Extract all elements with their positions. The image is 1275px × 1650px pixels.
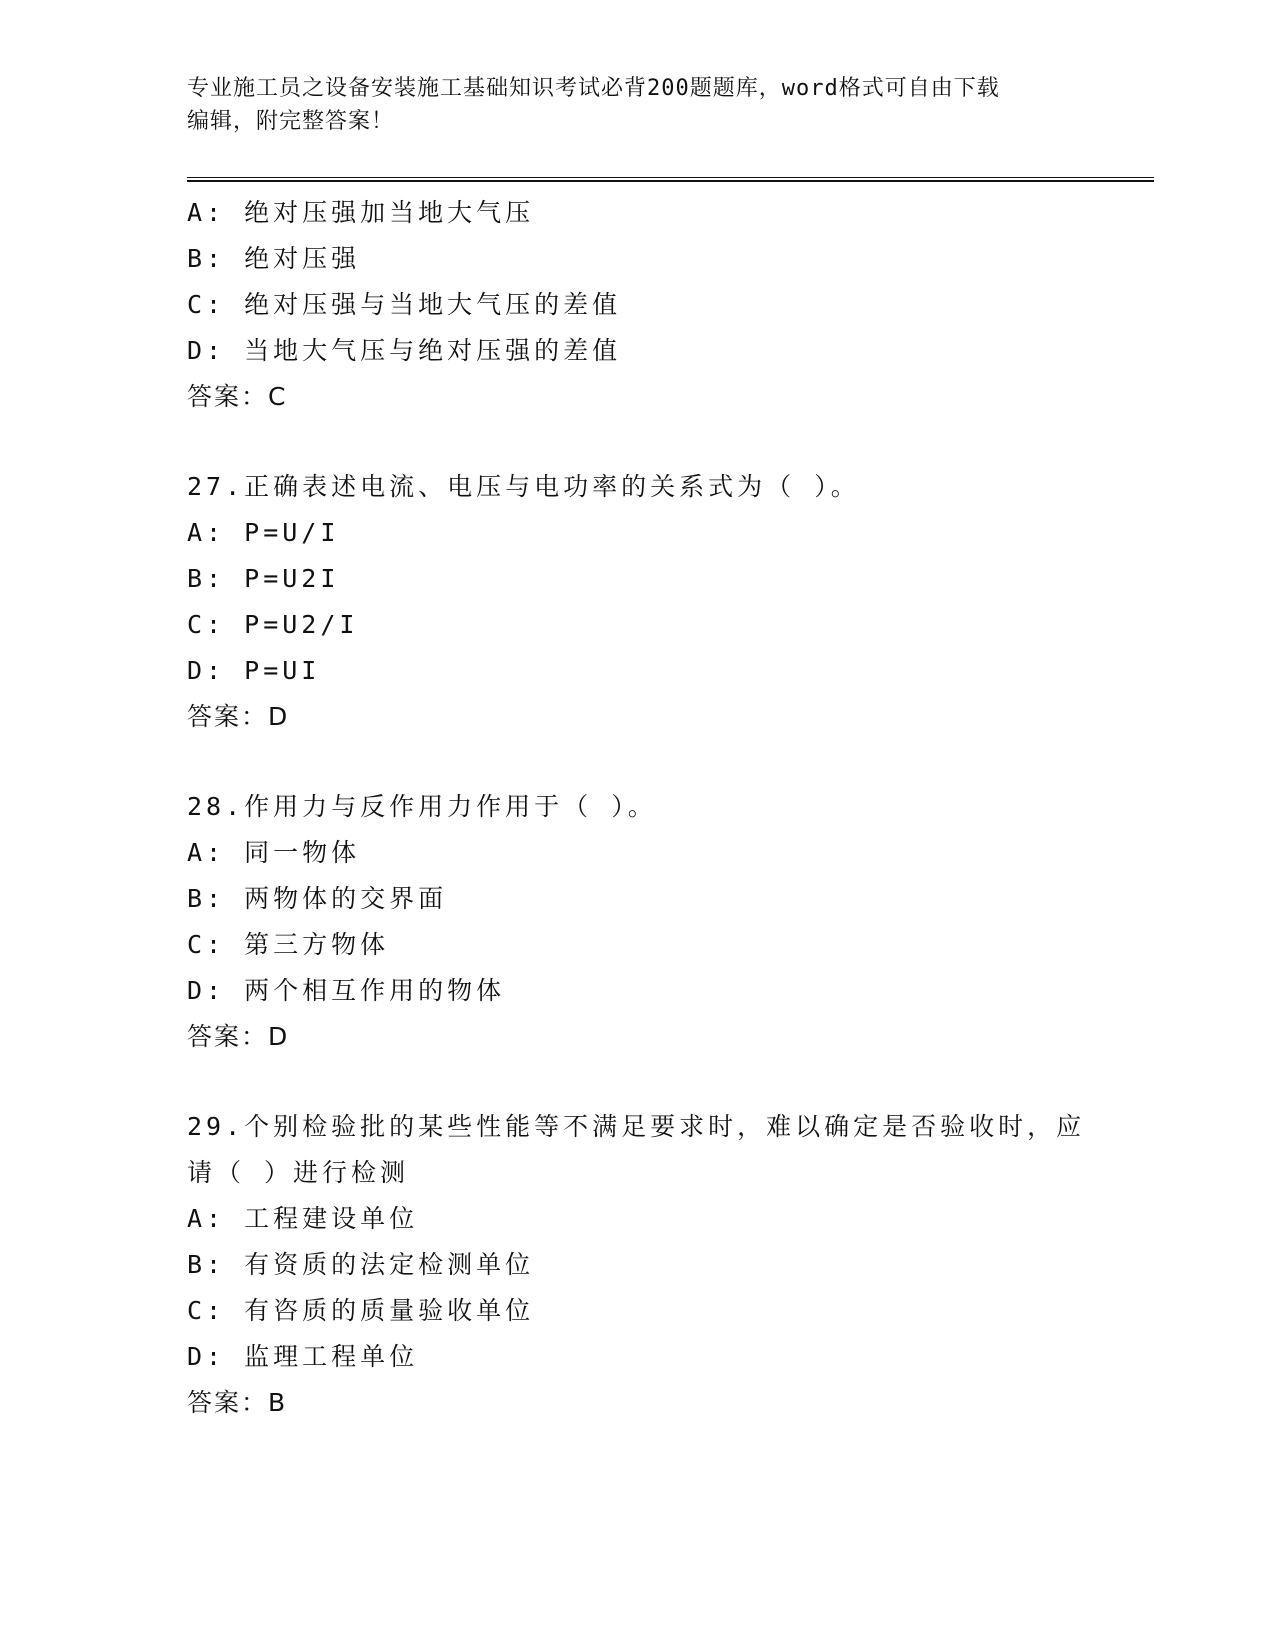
option-d: D: P=UI: [187, 656, 321, 685]
question-text: 28.作用力与反作用力作用于（ ）。: [187, 792, 657, 821]
option-b: B: P=U2I: [187, 564, 340, 593]
question-block-27: [187, 464, 1087, 740]
question-text: 29.个别检验批的某些性能等不满足要求时，难以确定是否验收时，应请（ ）进行检测: [187, 1112, 1086, 1187]
header-divider: [187, 177, 1154, 182]
option-a: A: 工程建设单位: [187, 1204, 419, 1233]
answer-line: 答案：B: [187, 1388, 288, 1417]
option-a: A: 同一物体: [187, 838, 361, 867]
header-line-2: 编辑，附完整答案！: [187, 109, 395, 134]
option-b: B: 有资质的法定检测单位: [187, 1250, 535, 1279]
question-text: 27.正确表述电流、电压与电功率的关系式为（ ）。: [187, 472, 860, 501]
option-c: C: 绝对压强与当地大气压的差值: [187, 290, 622, 319]
option-c: C: 第三方物体: [187, 930, 390, 959]
option-b: B: 两物体的交界面: [187, 884, 448, 913]
option-d: D: 当地大气压与绝对压强的差值: [187, 336, 622, 365]
option-d: D: 监理工程单位: [187, 1342, 419, 1371]
option-a: A: 绝对压强加当地大气压: [187, 198, 535, 227]
answer-line: 答案：D: [187, 702, 290, 731]
question-block-26: [187, 190, 1087, 420]
option-c: C: 有咨质的质量验收单位: [187, 1296, 535, 1325]
document-header: [187, 72, 1067, 138]
header-line-1: 专业施工员之设备安装施工基础知识考试必背200题题库，word格式可自由下载: [187, 76, 1000, 101]
answer-line: 答案：C: [187, 382, 288, 411]
answer-line: 答案：D: [187, 1022, 290, 1051]
question-block-29: [187, 1104, 1087, 1426]
option-c: C: P=U2/I: [187, 610, 359, 639]
option-d: D: 两个相互作用的物体: [187, 976, 506, 1005]
option-a: A: P=U/I: [187, 518, 340, 547]
option-b: B: 绝对压强: [187, 244, 361, 273]
question-block-28: [187, 784, 1087, 1060]
question-list: [187, 190, 1087, 1470]
